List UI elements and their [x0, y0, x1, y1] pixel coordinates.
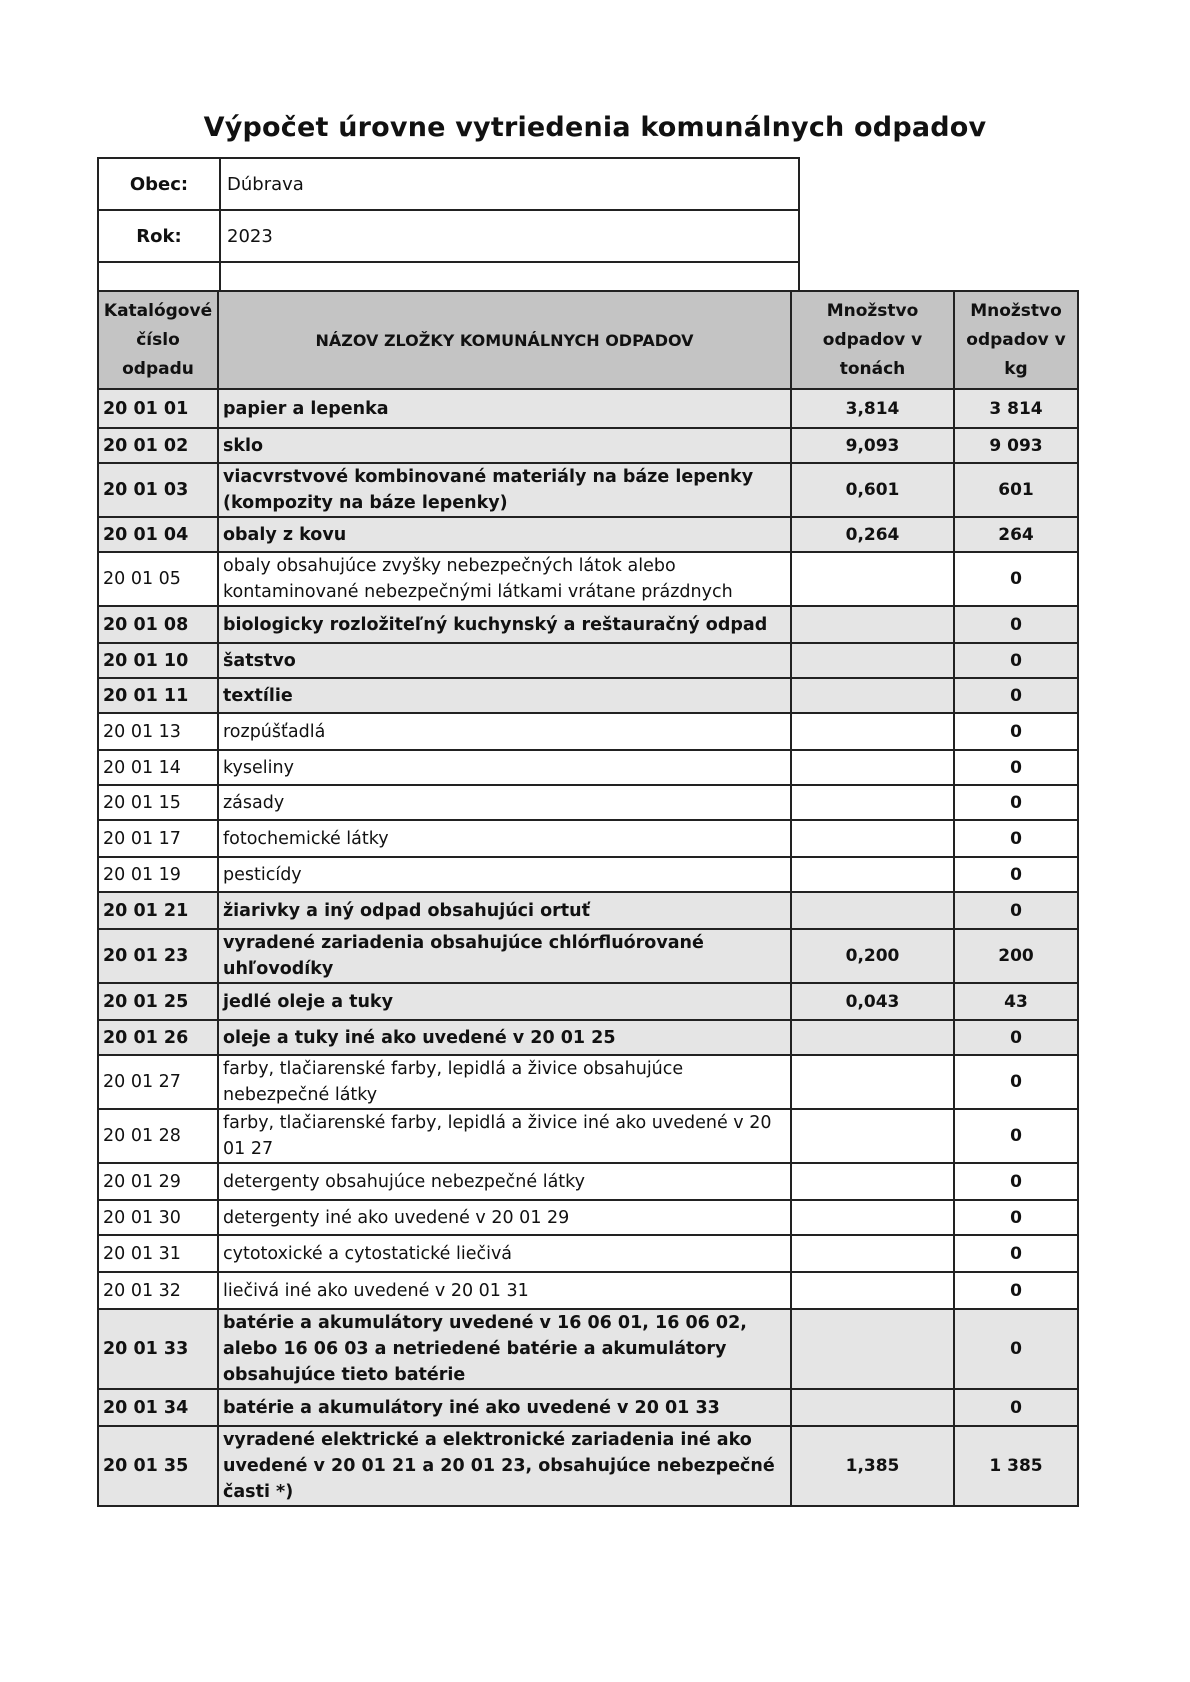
tons-cell: [791, 1163, 954, 1200]
table-row: [98, 552, 1078, 606]
tons-cell: 9,093: [791, 428, 954, 463]
kg-cell: 0: [954, 1200, 1078, 1235]
code-cell: 20 01 28: [98, 1109, 218, 1163]
document-title: Výpočet úrovne vytriedenia komunálnych odpadov: [203, 112, 987, 143]
tons-cell: [791, 857, 954, 892]
kg-cell: 0: [954, 1020, 1078, 1055]
obec-row: [98, 158, 799, 210]
name-cell: pesticídy: [218, 857, 791, 892]
kg-cell: 0: [954, 750, 1078, 785]
obec-value: Dúbrava: [220, 158, 799, 210]
tons-cell: [791, 606, 954, 643]
tons-cell: [791, 820, 954, 857]
header-tons: Množstvo odpadov v tonách: [791, 291, 954, 389]
code-cell: 20 01 31: [98, 1235, 218, 1272]
table-row: [98, 1163, 1078, 1200]
header-info-table: [97, 157, 800, 293]
table-row: [98, 389, 1078, 428]
code-cell: 20 01 26: [98, 1020, 218, 1055]
code-cell: 20 01 03: [98, 463, 218, 517]
tons-cell: [791, 552, 954, 606]
tons-cell: [791, 678, 954, 713]
name-cell: detergenty iné ako uvedené v 20 01 29: [218, 1200, 791, 1235]
code-cell: 20 01 14: [98, 750, 218, 785]
name-cell: biologicky rozložiteľný kuchynský a reštauračný odpad: [218, 606, 791, 643]
table-row: [98, 983, 1078, 1020]
table-row: [98, 1235, 1078, 1272]
code-cell: 20 01 11: [98, 678, 218, 713]
table-row: [98, 857, 1078, 892]
name-cell: viacvrstvové kombinované materiály na báze lepenky (kompozity na báze lepenky): [218, 463, 791, 517]
code-cell: 20 01 35: [98, 1426, 218, 1506]
table-row: [98, 929, 1078, 983]
kg-cell: 0: [954, 820, 1078, 857]
name-cell: detergenty obsahujúce nebezpečné látky: [218, 1163, 791, 1200]
kg-cell: 43: [954, 983, 1078, 1020]
code-cell: 20 01 30: [98, 1200, 218, 1235]
name-cell: batérie a akumulátory uvedené v 16 06 01, 16 06 02, alebo 16 06 03 a netriedené batérie a akumulátory obsahujúce tieto batérie: [218, 1309, 791, 1389]
name-cell: liečivá iné ako uvedené v 20 01 31: [218, 1272, 791, 1309]
kg-cell: 0: [954, 1235, 1078, 1272]
table-row: [98, 1272, 1078, 1309]
table-row: [98, 643, 1078, 678]
name-cell: vyradené elektrické a elektronické zariadenia iné ako uvedené v 20 01 21 a 20 01 23, obsahujúce nebezpečné časti *): [218, 1426, 791, 1506]
code-cell: 20 01 34: [98, 1389, 218, 1426]
code-cell: 20 01 02: [98, 428, 218, 463]
kg-cell: 0: [954, 713, 1078, 750]
code-cell: 20 01 04: [98, 517, 218, 552]
waste-table: [97, 290, 1079, 1507]
obec-label: Obec:: [98, 158, 220, 210]
tons-cell: 0,043: [791, 983, 954, 1020]
code-cell: 20 01 25: [98, 983, 218, 1020]
tons-cell: [791, 1055, 954, 1109]
table-row: [98, 1309, 1078, 1389]
table-row: [98, 1020, 1078, 1055]
kg-cell: 0: [954, 892, 1078, 929]
empty-cell: [220, 262, 799, 292]
name-cell: obaly obsahujúce zvyšky nebezpečných látok alebo kontaminované nebezpečnými látkami vrátane prázdnych: [218, 552, 791, 606]
name-cell: textílie: [218, 678, 791, 713]
name-cell: fotochemické látky: [218, 820, 791, 857]
code-cell: 20 01 13: [98, 713, 218, 750]
name-cell: farby, tlačiarenské farby, lepidlá a živice obsahujúce nebezpečné látky: [218, 1055, 791, 1109]
name-cell: rozpúšťadlá: [218, 713, 791, 750]
table-row: [98, 820, 1078, 857]
kg-cell: 264: [954, 517, 1078, 552]
code-cell: 20 01 33: [98, 1309, 218, 1389]
name-cell: zásady: [218, 785, 791, 820]
kg-cell: 0: [954, 857, 1078, 892]
tons-cell: 0,601: [791, 463, 954, 517]
header-code: Katalógové číslo odpadu: [98, 291, 218, 389]
kg-cell: 0: [954, 1272, 1078, 1309]
kg-cell: 0: [954, 1163, 1078, 1200]
rok-label: Rok:: [98, 210, 220, 262]
name-cell: farby, tlačiarenské farby, lepidlá a živice iné ako uvedené v 20 01 27: [218, 1109, 791, 1163]
tons-cell: [791, 1109, 954, 1163]
kg-cell: 0: [954, 643, 1078, 678]
table-row: [98, 750, 1078, 785]
table-row: [98, 1055, 1078, 1109]
tons-cell: 3,814: [791, 389, 954, 428]
name-cell: batérie a akumulátory iné ako uvedené v 20 01 33: [218, 1389, 791, 1426]
tons-cell: [791, 1020, 954, 1055]
tons-cell: [791, 892, 954, 929]
kg-cell: 0: [954, 785, 1078, 820]
code-cell: 20 01 23: [98, 929, 218, 983]
table-row: [98, 892, 1078, 929]
tons-cell: 1,385: [791, 1426, 954, 1506]
tons-cell: [791, 750, 954, 785]
name-cell: žiarivky a iný odpad obsahujúci ortuť: [218, 892, 791, 929]
tons-cell: [791, 1272, 954, 1309]
code-cell: 20 01 27: [98, 1055, 218, 1109]
table-row: [98, 678, 1078, 713]
code-cell: 20 01 32: [98, 1272, 218, 1309]
kg-cell: 1 385: [954, 1426, 1078, 1506]
table-row: [98, 463, 1078, 517]
kg-cell: 0: [954, 1389, 1078, 1426]
table-row: [98, 606, 1078, 643]
tons-cell: [791, 1200, 954, 1235]
kg-cell: 0: [954, 1309, 1078, 1389]
name-cell: šatstvo: [218, 643, 791, 678]
tons-cell: [791, 1235, 954, 1272]
rok-row: [98, 210, 799, 262]
empty-row: [98, 262, 799, 292]
table-row: [98, 1200, 1078, 1235]
name-cell: kyseliny: [218, 750, 791, 785]
rok-value: 2023: [220, 210, 799, 262]
code-cell: 20 01 17: [98, 820, 218, 857]
name-cell: jedlé oleje a tuky: [218, 983, 791, 1020]
kg-cell: 0: [954, 678, 1078, 713]
name-cell: cytotoxické a cytostatické liečivá: [218, 1235, 791, 1272]
code-cell: 20 01 01: [98, 389, 218, 428]
name-cell: papier a lepenka: [218, 389, 791, 428]
kg-cell: 0: [954, 606, 1078, 643]
tons-cell: [791, 713, 954, 750]
kg-cell: 0: [954, 1109, 1078, 1163]
kg-cell: 3 814: [954, 389, 1078, 428]
kg-cell: 0: [954, 1055, 1078, 1109]
tons-cell: [791, 643, 954, 678]
table-body: [98, 389, 1078, 1506]
empty-cell: [98, 262, 220, 292]
tons-cell: [791, 785, 954, 820]
name-cell: sklo: [218, 428, 791, 463]
code-cell: 20 01 21: [98, 892, 218, 929]
name-cell: obaly z kovu: [218, 517, 791, 552]
tons-cell: [791, 1309, 954, 1389]
table-row: [98, 428, 1078, 463]
kg-cell: 0: [954, 552, 1078, 606]
code-cell: 20 01 29: [98, 1163, 218, 1200]
table-header-row: [98, 291, 1078, 389]
table-row: [98, 517, 1078, 552]
code-cell: 20 01 05: [98, 552, 218, 606]
kg-cell: 200: [954, 929, 1078, 983]
code-cell: 20 01 08: [98, 606, 218, 643]
code-cell: 20 01 10: [98, 643, 218, 678]
name-cell: oleje a tuky iné ako uvedené v 20 01 25: [218, 1020, 791, 1055]
kg-cell: 601: [954, 463, 1078, 517]
code-cell: 20 01 19: [98, 857, 218, 892]
tons-cell: 0,200: [791, 929, 954, 983]
header-kg: Množstvo odpadov v kg: [954, 291, 1078, 389]
kg-cell: 9 093: [954, 428, 1078, 463]
table-row: [98, 1109, 1078, 1163]
table-row: [98, 713, 1078, 750]
table-row: [98, 785, 1078, 820]
code-cell: 20 01 15: [98, 785, 218, 820]
header-name: NÁZOV ZLOŽKY KOMUNÁLNYCH ODPADOV: [218, 291, 791, 389]
table-row: [98, 1426, 1078, 1506]
tons-cell: 0,264: [791, 517, 954, 552]
name-cell: vyradené zariadenia obsahujúce chlórfluórované uhľovodíky: [218, 929, 791, 983]
tons-cell: [791, 1389, 954, 1426]
table-row: [98, 1389, 1078, 1426]
